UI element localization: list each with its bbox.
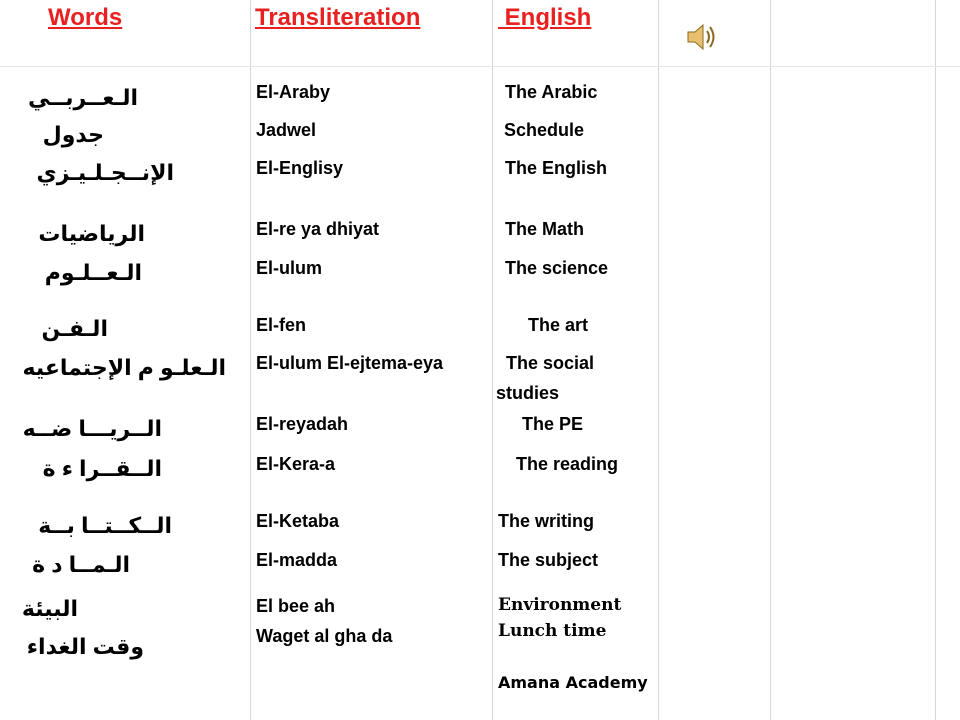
arabic-word: الإنــجـلـيـزي [36, 160, 174, 185]
arabic-word: الـعــربــي [27, 85, 138, 110]
header-divider [0, 66, 960, 67]
column-divider [935, 0, 936, 720]
english-cell: Schedule [504, 120, 585, 140]
english-cell: Lunch time [498, 621, 607, 641]
transliteration-cell: El-ulum El-ejtema-eya [256, 353, 444, 373]
english-cell-continued: studies [496, 383, 560, 403]
footer-text: Amana Academy [498, 673, 648, 692]
header-words: Words [48, 4, 123, 31]
transliteration-cell: Jadwel [256, 120, 317, 140]
english-cell: The Arabic [505, 82, 598, 102]
arabic-word: الــقــرا ء ة [42, 456, 162, 481]
column-divider [492, 0, 493, 720]
transliteration-cell: El-Kera-a [256, 454, 336, 474]
arabic-word: الـعــلـوم [44, 260, 142, 285]
english-cell: The reading [516, 454, 619, 474]
arabic-word: الـمــا د ة [32, 552, 130, 577]
arabic-word: وقت الغداء [26, 634, 144, 659]
english-cell: The social [506, 353, 595, 373]
transliteration-cell: El-reyadah [256, 414, 349, 434]
transliteration-cell: El-Ketaba [256, 511, 340, 531]
transliteration-cell: El-re ya dhiyat [256, 219, 380, 239]
english-cell: Environment [498, 595, 622, 615]
column-divider [770, 0, 771, 720]
column-divider [250, 0, 251, 720]
transliteration-cell: Waget al gha da [256, 626, 393, 646]
transliteration-cell: El-fen [256, 315, 307, 335]
transliteration-cell: El bee ah [256, 596, 336, 616]
english-cell: The science [505, 258, 609, 278]
arabic-word: الـعلـو م الإجتماعيه [22, 355, 226, 380]
english-cell: The art [528, 315, 589, 335]
english-cell: The subject [498, 550, 599, 570]
speaker-icon[interactable] [686, 22, 720, 52]
english-cell: The writing [498, 511, 594, 531]
arabic-word: الــريـــا ضــه [22, 416, 162, 441]
transliteration-cell: El-madda [256, 550, 338, 570]
header-transliteration: Transliteration [255, 4, 421, 31]
column-divider [658, 0, 659, 720]
transliteration-cell: El-ulum [256, 258, 322, 278]
arabic-word: البيئة [21, 596, 78, 621]
english-cell: The PE [522, 414, 584, 434]
arabic-word: الـفـن [41, 316, 108, 341]
arabic-word: الرياضيات [38, 221, 145, 246]
arabic-word: جدول [42, 122, 104, 147]
english-cell: The English [505, 158, 608, 178]
table-header [0, 0, 960, 66]
arabic-word: الــكــتــا بــة [38, 513, 172, 538]
header-english: English [498, 4, 592, 31]
transliteration-cell: El-Englisy [256, 158, 344, 178]
transliteration-cell: El-Araby [256, 82, 331, 102]
english-cell: The Math [505, 219, 584, 239]
